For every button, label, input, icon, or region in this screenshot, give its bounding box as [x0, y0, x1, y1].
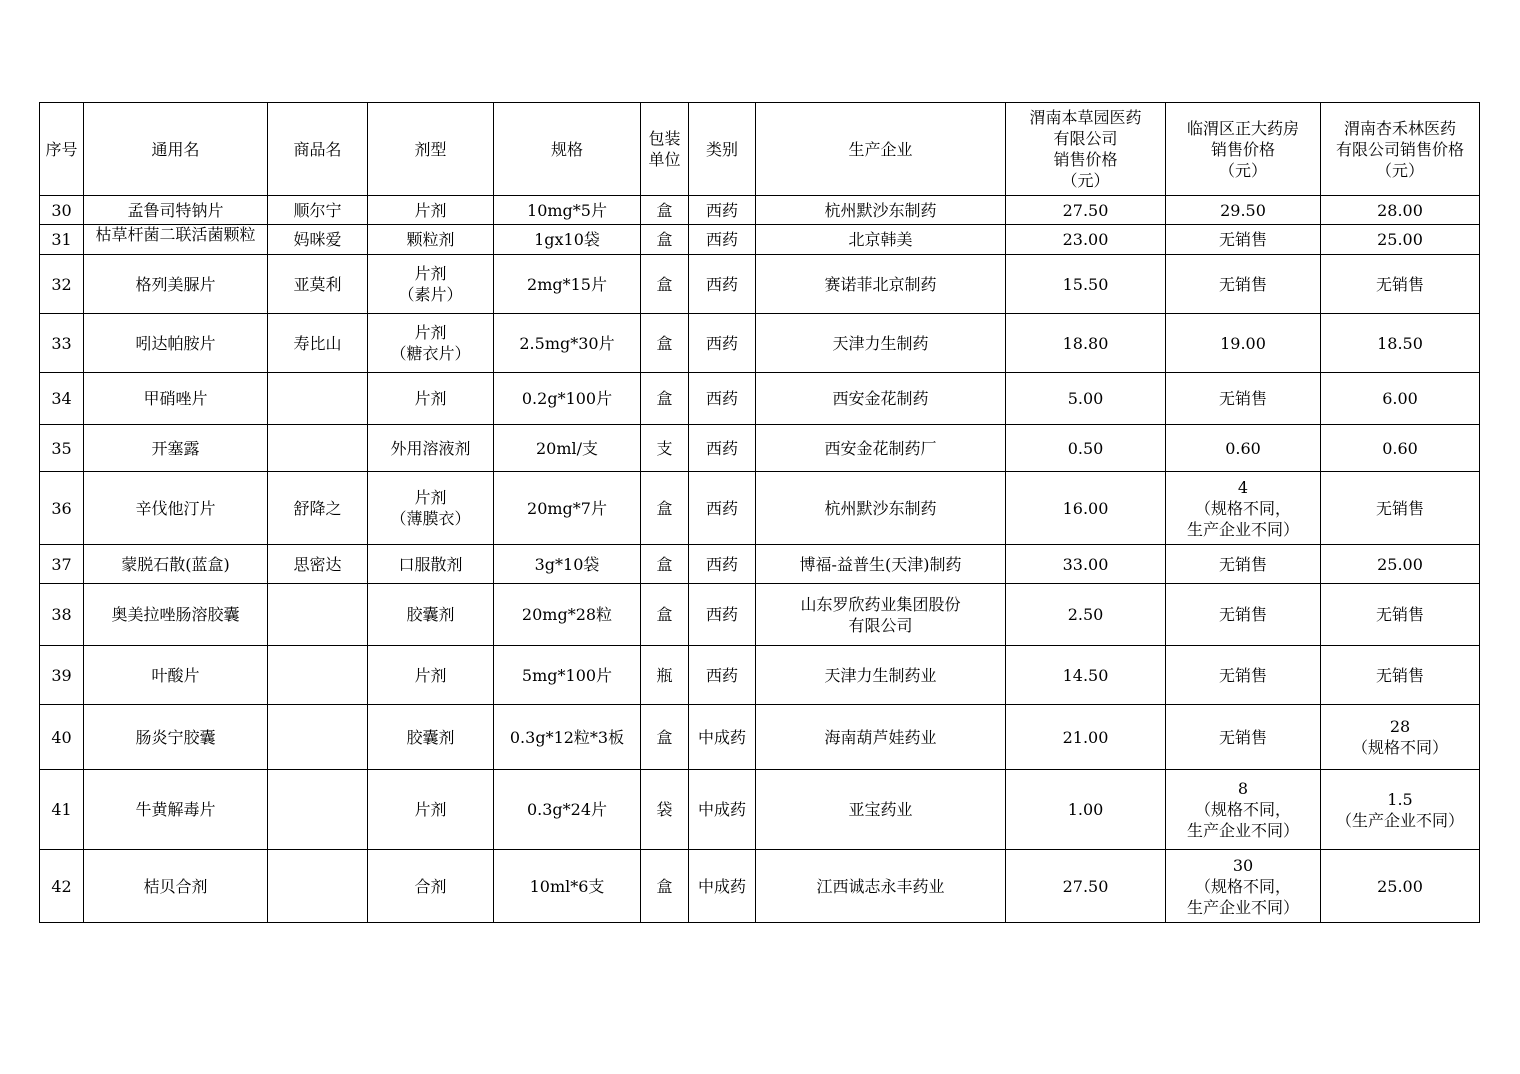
cell-price-zhengda: 无销售: [1166, 255, 1321, 314]
cell-category: 西药: [689, 373, 756, 425]
cell-price-bencaoyuan: 14.50: [1006, 646, 1166, 705]
cell-generic-name: 甲硝唑片: [84, 373, 268, 425]
header-price-xinghelin: 渭南杏禾林医药 有限公司销售价格 （元）: [1321, 103, 1480, 196]
cell-package-unit: 盒: [641, 314, 689, 373]
cell-price-xinghelin: 无销售: [1321, 584, 1480, 646]
cell-price-bencaoyuan: 1.00: [1006, 770, 1166, 850]
cell-price-xinghelin: 1.5 （生产企业不同）: [1321, 770, 1480, 850]
cell-category: 西药: [689, 225, 756, 255]
cell-dosage-form: 口服散剂: [368, 545, 494, 584]
cell-spec: 10ml*6支: [494, 850, 641, 923]
header-price-zhengda: 临渭区正大药房 销售价格 （元）: [1166, 103, 1321, 196]
cell-price-zhengda: 8 （规格不同， 生产企业不同）: [1166, 770, 1321, 850]
cell-price-bencaoyuan: 27.50: [1006, 196, 1166, 225]
cell-manufacturer: 山东罗欣药业集团股份 有限公司: [756, 584, 1006, 646]
cell-seq: 30: [40, 196, 84, 225]
cell-spec: 3g*10袋: [494, 545, 641, 584]
cell-price-bencaoyuan: 0.50: [1006, 425, 1166, 472]
cell-generic-name: 蒙脱石散(蓝盒): [84, 545, 268, 584]
cell-spec: 5mg*100片: [494, 646, 641, 705]
cell-generic-name: 牛黄解毒片: [84, 770, 268, 850]
cell-brand-name: [268, 770, 368, 850]
cell-package-unit: 盒: [641, 472, 689, 545]
header-brand-name: 商品名: [268, 103, 368, 196]
cell-seq: 31: [40, 225, 84, 255]
cell-seq: 42: [40, 850, 84, 923]
cell-seq: 41: [40, 770, 84, 850]
cell-brand-name: 妈咪爱: [268, 225, 368, 255]
cell-seq: 32: [40, 255, 84, 314]
table-row: [40, 770, 1480, 850]
cell-seq: 36: [40, 472, 84, 545]
cell-price-bencaoyuan: 18.80: [1006, 314, 1166, 373]
table-row: [40, 373, 1480, 425]
cell-price-xinghelin: 0.60: [1321, 425, 1480, 472]
header-seq: 序号: [40, 103, 84, 196]
cell-price-bencaoyuan: 5.00: [1006, 373, 1166, 425]
header-manufacturer: 生产企业: [756, 103, 1006, 196]
cell-price-zhengda: 0.60: [1166, 425, 1321, 472]
cell-price-zhengda: 无销售: [1166, 646, 1321, 705]
cell-spec: 0.3g*12粒*3板: [494, 705, 641, 770]
cell-generic-name: 桔贝合剂: [84, 850, 268, 923]
cell-price-bencaoyuan: 2.50: [1006, 584, 1166, 646]
cell-price-xinghelin: 无销售: [1321, 255, 1480, 314]
table-row: [40, 472, 1480, 545]
cell-spec: 2.5mg*30片: [494, 314, 641, 373]
cell-dosage-form: 片剂 （糖衣片）: [368, 314, 494, 373]
cell-generic-name-text: 枯草杆菌二联活菌颗粒: [95, 225, 256, 244]
cell-dosage-form: 片剂 （素片）: [368, 255, 494, 314]
cell-manufacturer: 天津力生制药: [756, 314, 1006, 373]
cell-price-xinghelin: 28.00: [1321, 196, 1480, 225]
cell-spec: 0.3g*24片: [494, 770, 641, 850]
cell-dosage-form: 片剂: [368, 373, 494, 425]
cell-brand-name: 思密达: [268, 545, 368, 584]
cell-category: 西药: [689, 425, 756, 472]
cell-category: 西药: [689, 314, 756, 373]
cell-spec: 20mg*7片: [494, 472, 641, 545]
cell-category: 西药: [689, 472, 756, 545]
table-row: [40, 255, 1480, 314]
cell-seq: 38: [40, 584, 84, 646]
cell-manufacturer: 亚宝药业: [756, 770, 1006, 850]
cell-seq: 35: [40, 425, 84, 472]
cell-manufacturer: 赛诺菲北京制药: [756, 255, 1006, 314]
cell-dosage-form: 胶囊剂: [368, 584, 494, 646]
cell-price-zhengda: 无销售: [1166, 225, 1321, 255]
cell-package-unit: 盒: [641, 255, 689, 314]
cell-generic-name: 肠炎宁胶囊: [84, 705, 268, 770]
header-dosage-form: 剂型: [368, 103, 494, 196]
table-row: [40, 850, 1480, 923]
cell-price-xinghelin: 无销售: [1321, 472, 1480, 545]
cell-category: 西药: [689, 545, 756, 584]
cell-package-unit: 盒: [641, 196, 689, 225]
header-package-unit: 包装 单位: [641, 103, 689, 196]
cell-manufacturer: 杭州默沙东制药: [756, 196, 1006, 225]
cell-price-zhengda: 无销售: [1166, 373, 1321, 425]
table-row: [40, 425, 1480, 472]
cell-price-zhengda: 30 （规格不同， 生产企业不同）: [1166, 850, 1321, 923]
cell-dosage-form: 颗粒剂: [368, 225, 494, 255]
cell-brand-name: [268, 850, 368, 923]
cell-dosage-form: 片剂: [368, 646, 494, 705]
cell-brand-name: 舒降之: [268, 472, 368, 545]
cell-manufacturer: 北京韩美: [756, 225, 1006, 255]
cell-price-xinghelin: 无销售: [1321, 646, 1480, 705]
cell-brand-name: [268, 373, 368, 425]
header-price-bencaoyuan: 渭南本草园医药 有限公司 销售价格 （元）: [1006, 103, 1166, 196]
cell-package-unit: 盒: [641, 850, 689, 923]
cell-generic-name: 奥美拉唑肠溶胶囊: [84, 584, 268, 646]
header-row: [40, 103, 1480, 196]
cell-seq: 37: [40, 545, 84, 584]
cell-category: 中成药: [689, 705, 756, 770]
header-generic-name: 通用名: [84, 103, 268, 196]
table-row: [40, 314, 1480, 373]
cell-spec: 0.2g*100片: [494, 373, 641, 425]
cell-package-unit: 盒: [641, 584, 689, 646]
cell-spec: 10mg*5片: [494, 196, 641, 225]
cell-price-xinghelin: 25.00: [1321, 545, 1480, 584]
cell-manufacturer: 西安金花制药: [756, 373, 1006, 425]
drug-price-table: [39, 102, 1480, 923]
cell-brand-name: [268, 425, 368, 472]
cell-dosage-form: 片剂: [368, 196, 494, 225]
cell-price-bencaoyuan: 23.00: [1006, 225, 1166, 255]
cell-price-zhengda: 4 （规格不同， 生产企业不同）: [1166, 472, 1321, 545]
cell-manufacturer: 天津力生制药业: [756, 646, 1006, 705]
cell-seq: 39: [40, 646, 84, 705]
cell-package-unit: 盒: [641, 225, 689, 255]
cell-brand-name: 寿比山: [268, 314, 368, 373]
cell-package-unit: 支: [641, 425, 689, 472]
cell-spec: 20ml/支: [494, 425, 641, 472]
cell-generic-name: [84, 225, 268, 255]
cell-category: 西药: [689, 584, 756, 646]
cell-dosage-form: 合剂: [368, 850, 494, 923]
cell-package-unit: 瓶: [641, 646, 689, 705]
cell-brand-name: 顺尔宁: [268, 196, 368, 225]
table-row: [40, 196, 1480, 225]
table-row: [40, 545, 1480, 584]
cell-package-unit: 盒: [641, 705, 689, 770]
cell-package-unit: 盒: [641, 373, 689, 425]
cell-dosage-form: 片剂: [368, 770, 494, 850]
cell-price-zhengda: 无销售: [1166, 545, 1321, 584]
cell-category: 西药: [689, 196, 756, 225]
cell-manufacturer: 西安金花制药厂: [756, 425, 1006, 472]
cell-dosage-form: 外用溶液剂: [368, 425, 494, 472]
cell-price-xinghelin: 18.50: [1321, 314, 1480, 373]
cell-brand-name: [268, 646, 368, 705]
cell-spec: 2mg*15片: [494, 255, 641, 314]
cell-package-unit: 袋: [641, 770, 689, 850]
cell-category: 中成药: [689, 770, 756, 850]
cell-price-xinghelin: 25.00: [1321, 850, 1480, 923]
cell-seq: 40: [40, 705, 84, 770]
cell-generic-name: 叶酸片: [84, 646, 268, 705]
cell-seq: 34: [40, 373, 84, 425]
cell-price-zhengda: 无销售: [1166, 705, 1321, 770]
cell-price-xinghelin: 28 （规格不同）: [1321, 705, 1480, 770]
cell-seq: 33: [40, 314, 84, 373]
header-category: 类别: [689, 103, 756, 196]
cell-manufacturer: 海南葫芦娃药业: [756, 705, 1006, 770]
cell-manufacturer: 博福-益普生(天津)制药: [756, 545, 1006, 584]
cell-price-xinghelin: 6.00: [1321, 373, 1480, 425]
cell-spec: 1gx10袋: [494, 225, 641, 255]
cell-price-bencaoyuan: 33.00: [1006, 545, 1166, 584]
cell-generic-name: 格列美脲片: [84, 255, 268, 314]
cell-dosage-form: 胶囊剂: [368, 705, 494, 770]
table-row: [40, 646, 1480, 705]
cell-dosage-form: 片剂 （薄膜衣）: [368, 472, 494, 545]
cell-manufacturer: 杭州默沙东制药: [756, 472, 1006, 545]
cell-price-zhengda: 29.50: [1166, 196, 1321, 225]
cell-price-bencaoyuan: 16.00: [1006, 472, 1166, 545]
cell-generic-name: 吲达帕胺片: [84, 314, 268, 373]
cell-generic-name: 开塞露: [84, 425, 268, 472]
table-row: [40, 225, 1480, 255]
cell-price-bencaoyuan: 27.50: [1006, 850, 1166, 923]
cell-price-bencaoyuan: 15.50: [1006, 255, 1166, 314]
table-row: [40, 705, 1480, 770]
cell-manufacturer: 江西诚志永丰药业: [756, 850, 1006, 923]
cell-price-xinghelin: 25.00: [1321, 225, 1480, 255]
cell-spec: 20mg*28粒: [494, 584, 641, 646]
cell-price-bencaoyuan: 21.00: [1006, 705, 1166, 770]
cell-brand-name: [268, 584, 368, 646]
cell-brand-name: [268, 705, 368, 770]
cell-category: 西药: [689, 646, 756, 705]
header-spec: 规格: [494, 103, 641, 196]
cell-price-zhengda: 19.00: [1166, 314, 1321, 373]
cell-generic-name: 孟鲁司特钠片: [84, 196, 268, 225]
cell-price-zhengda: 无销售: [1166, 584, 1321, 646]
cell-brand-name: 亚莫利: [268, 255, 368, 314]
price-sheet: [39, 102, 1479, 923]
cell-category: 西药: [689, 255, 756, 314]
cell-generic-name: 辛伐他汀片: [84, 472, 268, 545]
cell-package-unit: 盒: [641, 545, 689, 584]
table-row: [40, 584, 1480, 646]
cell-category: 中成药: [689, 850, 756, 923]
